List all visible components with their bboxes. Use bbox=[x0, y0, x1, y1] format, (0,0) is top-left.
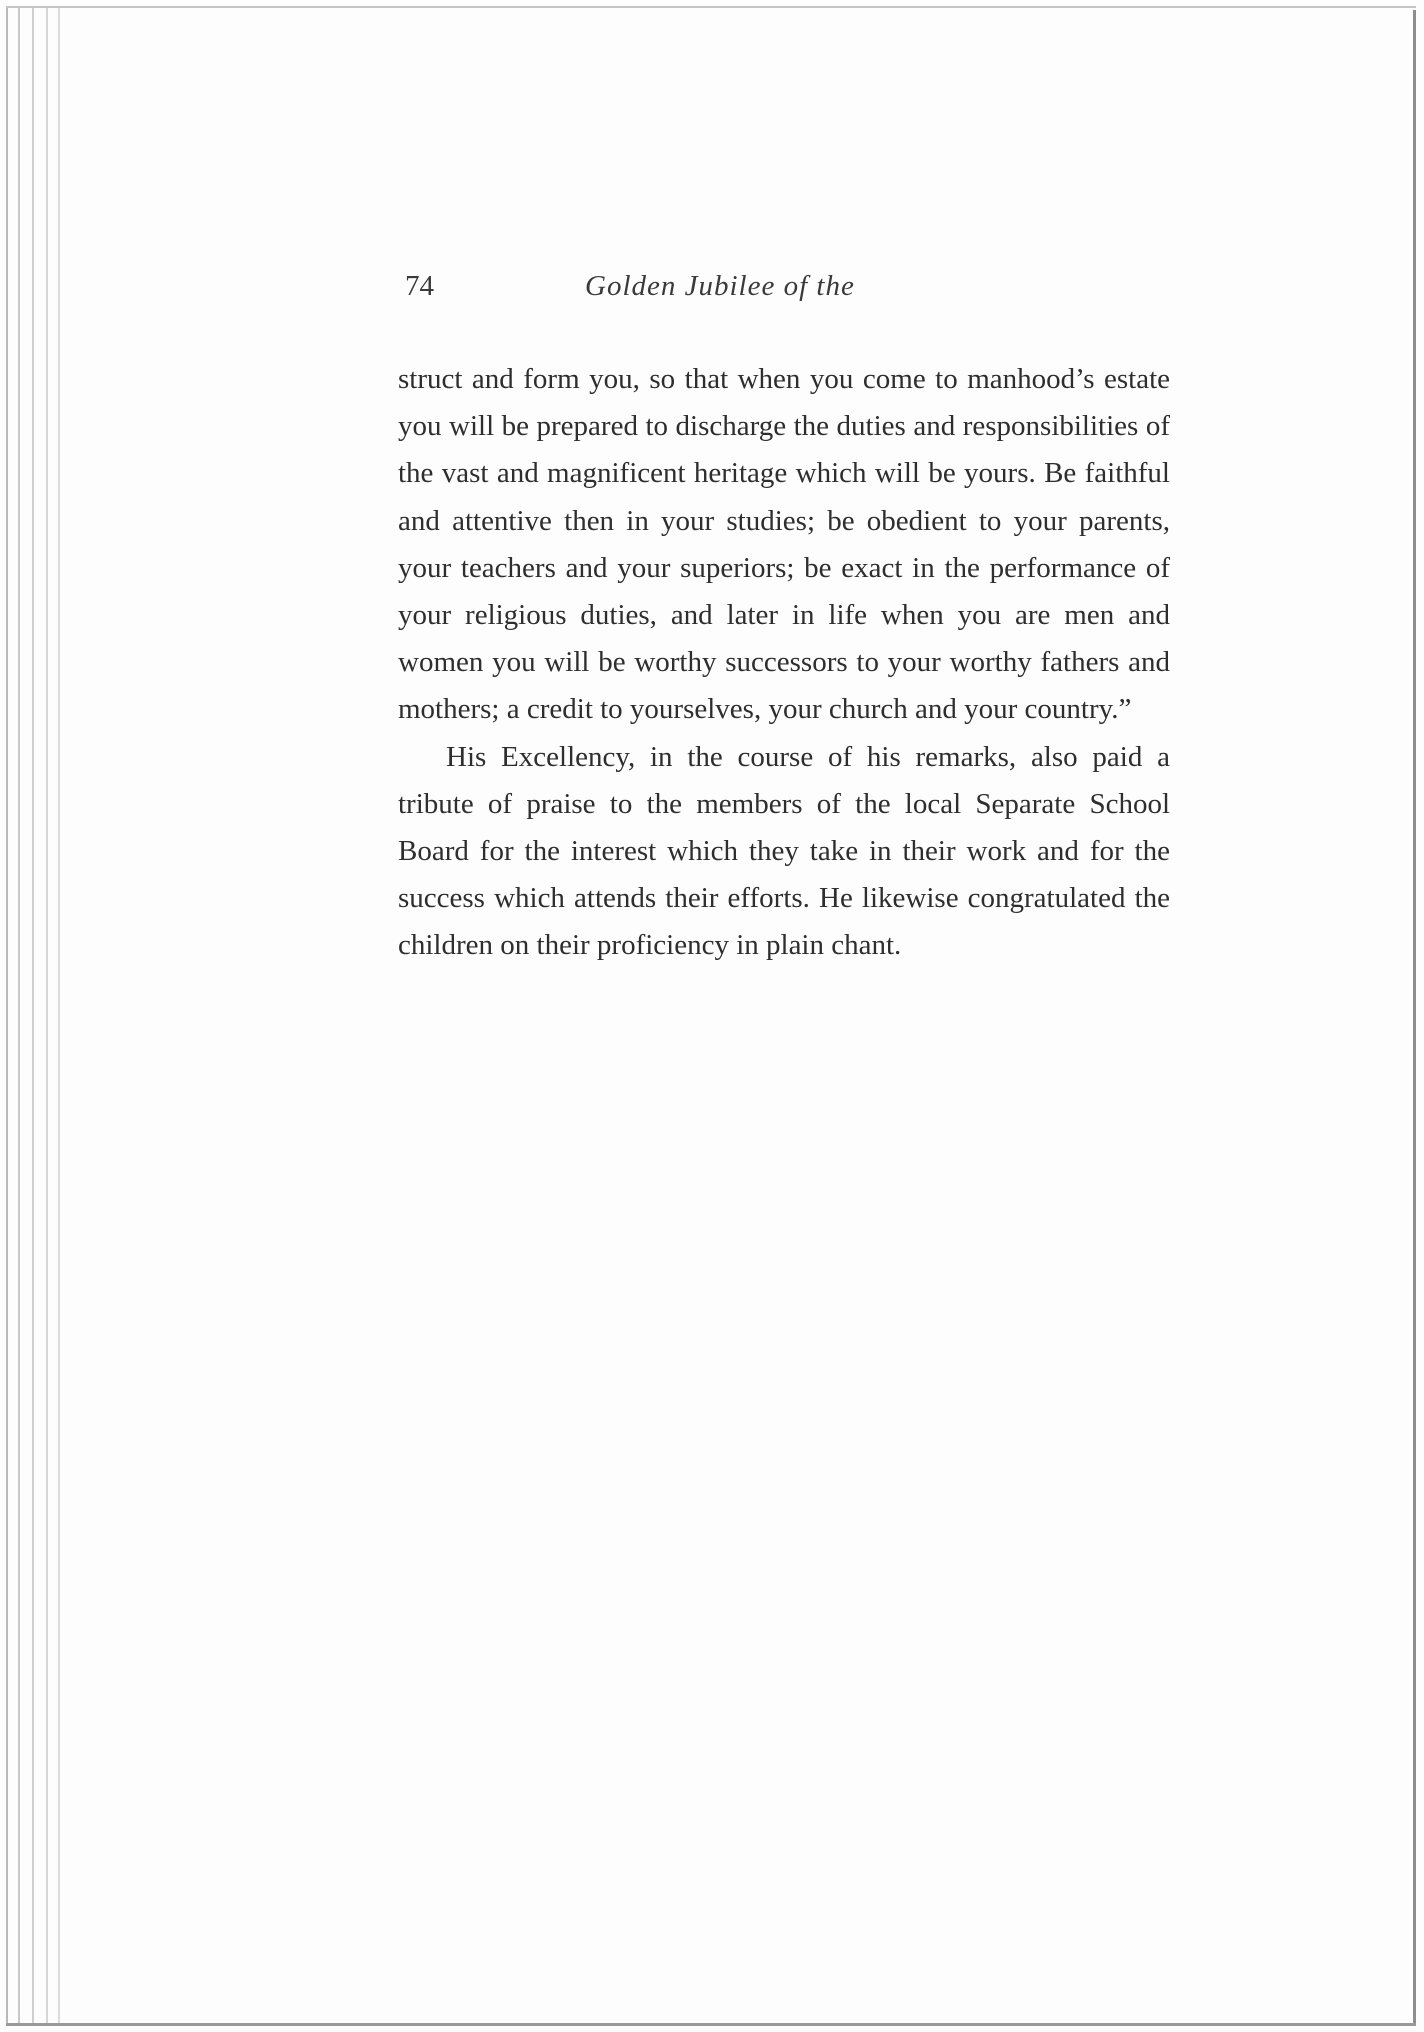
page-edge bbox=[58, 6, 60, 2026]
page-edge-top bbox=[6, 6, 1416, 8]
page-edge bbox=[6, 6, 8, 2026]
running-title: Golden Jubilee of the bbox=[585, 270, 855, 302]
running-header bbox=[405, 270, 1175, 314]
page-edge bbox=[32, 6, 34, 2026]
page-edge-bottom bbox=[6, 2023, 1416, 2026]
page-edge-right bbox=[1413, 10, 1416, 2026]
page-number: 74 bbox=[405, 270, 434, 302]
paragraph-continuation: struct and form you, so that when you come to manhood’s estate you will be prepared to discharge the duties and responsibilities of the vast and magnificent heritage which will be yours. Be faithful and attentive then in your studies; be obedient to your parents, your teachers and your superiors; be exact in the performance of your religious duties, and later in life when you are men and women you will be worthy successors to your worthy fathers and mothers; a credit to yourselves, your church and your country.” bbox=[398, 363, 1170, 726]
page-edge bbox=[46, 6, 48, 2026]
body-text bbox=[398, 356, 1170, 970]
paragraph: His Excellency, in the course of his remarks, also paid a tribute of praise to the members of the local Separate School Board for the interest which they take in their work and for the success which attends their efforts. He likewise congratulated the children on their proficiency in plain chant. bbox=[398, 740, 1170, 962]
page-edge bbox=[18, 6, 20, 2026]
